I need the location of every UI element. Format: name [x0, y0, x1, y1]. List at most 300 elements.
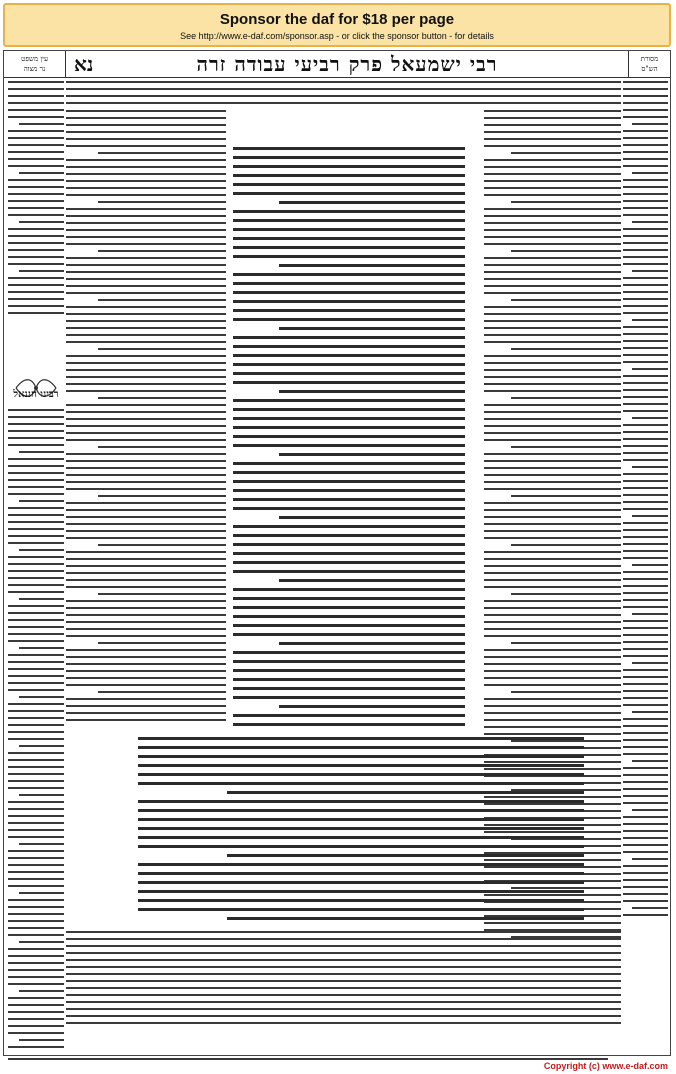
text-line	[66, 383, 226, 385]
text-line	[484, 404, 621, 406]
text-line	[233, 597, 465, 600]
text-line	[623, 144, 668, 146]
text-line	[8, 291, 64, 293]
text-line	[8, 458, 64, 460]
text-line	[484, 327, 621, 329]
text-line	[233, 255, 465, 258]
text-line	[484, 383, 621, 385]
masoret-hashas-column	[623, 81, 668, 1041]
text-line	[623, 704, 668, 706]
text-line	[66, 516, 226, 518]
text-line	[233, 678, 465, 681]
text-line	[623, 137, 668, 139]
text-line	[98, 446, 226, 448]
text-line	[484, 733, 621, 735]
text-line	[233, 354, 465, 357]
text-line	[66, 102, 621, 104]
text-line	[623, 571, 668, 573]
text-line	[138, 764, 584, 767]
text-line	[66, 474, 226, 476]
text-line	[623, 746, 668, 748]
text-line	[623, 767, 668, 769]
text-line	[233, 471, 465, 474]
text-line	[8, 263, 64, 265]
text-line	[623, 620, 668, 622]
text-line	[279, 579, 465, 582]
text-line	[484, 173, 621, 175]
text-line	[623, 585, 668, 587]
text-line	[279, 453, 465, 456]
text-line	[233, 633, 465, 636]
text-line	[484, 285, 621, 287]
text-line	[8, 913, 64, 915]
text-line	[138, 836, 584, 839]
text-line	[484, 124, 621, 126]
text-line	[8, 668, 64, 670]
text-line	[66, 418, 226, 420]
text-line	[623, 536, 668, 538]
text-line	[233, 426, 465, 429]
text-line	[8, 752, 64, 754]
text-line	[623, 480, 668, 482]
text-line	[623, 795, 668, 797]
text-line	[8, 661, 64, 663]
text-line	[66, 306, 226, 308]
text-line	[233, 246, 465, 249]
text-line	[66, 973, 621, 975]
text-line	[484, 460, 621, 462]
text-line	[484, 313, 621, 315]
text-line	[623, 445, 668, 447]
text-line	[484, 705, 621, 707]
text-line	[8, 193, 64, 195]
text-line	[98, 201, 226, 203]
text-line	[233, 147, 465, 150]
text-line	[233, 480, 465, 483]
text-line	[484, 684, 621, 686]
text-line	[484, 523, 621, 525]
text-line	[623, 774, 668, 776]
text-line	[66, 131, 226, 133]
text-line	[8, 116, 64, 118]
text-line	[8, 158, 64, 160]
text-line	[233, 435, 465, 438]
text-line	[233, 624, 465, 627]
copyright-link[interactable]: Copyright (c) www.e-daf.com	[543, 1061, 668, 1071]
text-line	[484, 537, 621, 539]
text-line	[484, 194, 621, 196]
text-line	[66, 334, 226, 336]
text-line	[8, 186, 64, 188]
text-line	[8, 591, 64, 593]
text-line	[66, 931, 621, 933]
text-line	[623, 256, 668, 258]
text-line	[484, 292, 621, 294]
text-line	[484, 145, 621, 147]
text-line	[8, 423, 64, 425]
text-line	[8, 773, 64, 775]
text-line	[66, 1008, 621, 1010]
text-line	[8, 479, 64, 481]
text-line	[8, 997, 64, 999]
text-line	[233, 417, 465, 420]
text-line	[484, 530, 621, 532]
footer-note	[8, 1058, 608, 1068]
text-line	[511, 642, 621, 644]
text-line	[8, 102, 64, 104]
text-line	[8, 808, 64, 810]
text-line	[484, 656, 621, 658]
text-line	[623, 438, 668, 440]
text-line	[484, 726, 621, 728]
text-line	[484, 586, 621, 588]
text-line	[8, 305, 64, 307]
text-line	[279, 327, 465, 330]
text-line	[8, 969, 64, 971]
text-line	[623, 284, 668, 286]
text-line	[623, 361, 668, 363]
text-line	[233, 273, 465, 276]
text-line	[623, 501, 668, 503]
text-line	[511, 544, 621, 546]
text-line	[8, 444, 64, 446]
text-line	[8, 528, 64, 530]
text-line	[484, 607, 621, 609]
text-line	[623, 816, 668, 818]
text-line	[8, 256, 64, 258]
text-line	[8, 703, 64, 705]
text-line	[8, 249, 64, 251]
text-line	[623, 116, 668, 118]
text-line	[623, 669, 668, 671]
text-line	[8, 976, 64, 978]
page-title: רבי ישמעאל פרק רביעי עבודה זרה	[196, 52, 498, 76]
text-line	[138, 863, 584, 866]
text-line	[233, 381, 465, 384]
text-line	[484, 320, 621, 322]
text-line	[66, 966, 621, 968]
text-line	[19, 123, 64, 125]
text-line	[233, 336, 465, 339]
text-line	[66, 488, 226, 490]
text-line	[623, 151, 668, 153]
text-line	[8, 780, 64, 782]
text-line	[66, 376, 226, 378]
text-line	[484, 215, 621, 217]
text-line	[66, 88, 621, 90]
text-line	[19, 647, 64, 649]
text-line	[8, 682, 64, 684]
text-line	[484, 369, 621, 371]
text-line	[233, 318, 465, 321]
text-line	[66, 390, 226, 392]
text-line	[98, 299, 226, 301]
text-line	[8, 633, 64, 635]
text-line	[623, 893, 668, 895]
text-line	[623, 109, 668, 111]
text-line	[66, 124, 226, 126]
text-line	[632, 319, 668, 321]
text-line	[66, 95, 621, 97]
text-line	[623, 781, 668, 783]
text-line	[623, 550, 668, 552]
text-line	[8, 878, 64, 880]
top-commentary-block	[66, 81, 621, 107]
text-line	[8, 710, 64, 712]
text-line	[484, 376, 621, 378]
text-line	[8, 179, 64, 181]
text-line	[623, 291, 668, 293]
text-line	[66, 698, 226, 700]
text-line	[233, 696, 465, 699]
text-line	[484, 635, 621, 637]
gemara-main-text-lower	[138, 737, 584, 927]
text-line	[66, 110, 226, 112]
text-line	[233, 669, 465, 672]
text-line	[8, 731, 64, 733]
text-line	[233, 399, 465, 402]
text-line	[66, 621, 226, 623]
sponsor-banner-subtitle[interactable]: See http://www.e-daf.com/sponsor.asp - or click the sponsor button - for details	[180, 31, 494, 41]
text-line	[623, 522, 668, 524]
text-line	[138, 899, 584, 902]
text-line	[66, 117, 226, 119]
text-line	[623, 179, 668, 181]
text-line	[66, 980, 621, 982]
text-line	[66, 537, 226, 539]
text-line	[227, 917, 584, 920]
text-line	[233, 714, 465, 717]
text-line	[623, 753, 668, 755]
text-line	[66, 453, 226, 455]
text-line	[484, 334, 621, 336]
text-line	[233, 183, 465, 186]
text-line	[8, 228, 64, 230]
text-line	[484, 271, 621, 273]
text-line	[623, 431, 668, 433]
text-line	[8, 242, 64, 244]
text-line	[484, 264, 621, 266]
text-line	[66, 271, 226, 273]
text-line	[19, 794, 64, 796]
text-line	[484, 649, 621, 651]
text-line	[632, 123, 668, 125]
text-line	[484, 719, 621, 721]
text-line	[623, 207, 668, 209]
text-line	[279, 516, 465, 519]
text-line	[66, 502, 226, 504]
text-line	[66, 264, 226, 266]
text-line	[623, 529, 668, 531]
text-line	[484, 712, 621, 714]
text-line	[484, 551, 621, 553]
text-line	[233, 561, 465, 564]
text-line	[66, 600, 226, 602]
text-line	[233, 291, 465, 294]
text-line	[98, 152, 226, 154]
text-line	[66, 994, 621, 996]
text-line	[66, 705, 226, 707]
text-line	[138, 809, 584, 812]
text-line	[233, 462, 465, 465]
text-line	[632, 711, 668, 713]
text-line	[623, 543, 668, 545]
text-line	[632, 368, 668, 370]
text-line	[66, 670, 226, 672]
text-line	[484, 698, 621, 700]
text-line	[66, 987, 621, 989]
text-line	[66, 243, 226, 245]
text-line	[66, 460, 226, 462]
text-line	[66, 712, 226, 714]
ein-mishpat-column	[8, 81, 64, 371]
text-line	[623, 165, 668, 167]
text-line	[632, 172, 668, 174]
text-line	[484, 236, 621, 238]
text-line	[8, 1025, 64, 1027]
text-line	[632, 515, 668, 517]
text-line	[19, 696, 64, 698]
text-line	[8, 906, 64, 908]
text-line	[632, 858, 668, 860]
text-line	[8, 822, 64, 824]
text-line	[19, 221, 64, 223]
text-line	[66, 278, 226, 280]
text-line	[233, 345, 465, 348]
text-line	[233, 444, 465, 447]
text-line	[233, 363, 465, 366]
text-line	[511, 152, 621, 154]
text-line	[8, 507, 64, 509]
text-line	[8, 298, 64, 300]
text-line	[484, 138, 621, 140]
text-line	[8, 738, 64, 740]
text-line	[279, 201, 465, 204]
rabbeinu-chananel-column	[8, 409, 64, 1049]
text-line	[233, 156, 465, 159]
text-line	[484, 579, 621, 581]
text-line	[484, 670, 621, 672]
text-line	[484, 453, 621, 455]
text-line	[623, 81, 668, 83]
text-line	[233, 615, 465, 618]
text-line	[623, 403, 668, 405]
text-line	[233, 192, 465, 195]
tosafot-commentary-lower	[66, 931, 621, 1026]
text-line	[484, 355, 621, 357]
text-line	[138, 773, 584, 776]
text-line	[484, 432, 621, 434]
text-line	[623, 739, 668, 741]
text-line	[66, 1015, 621, 1017]
text-line	[66, 607, 226, 609]
text-line	[66, 355, 226, 357]
text-line	[138, 755, 584, 758]
text-line	[66, 952, 621, 954]
text-line	[623, 214, 668, 216]
text-line	[484, 117, 621, 119]
text-line	[66, 138, 226, 140]
text-line	[484, 425, 621, 427]
sponsor-banner[interactable]	[3, 3, 671, 47]
sponsor-banner-title: Sponsor the daf for $18 per page	[219, 11, 455, 28]
text-line	[233, 723, 465, 726]
text-line	[484, 411, 621, 413]
text-line	[66, 1001, 621, 1003]
text-line	[19, 172, 64, 174]
text-line	[8, 514, 64, 516]
text-line	[623, 305, 668, 307]
text-line	[8, 437, 64, 439]
text-line	[8, 612, 64, 614]
text-line	[138, 782, 584, 785]
text-line	[623, 732, 668, 734]
text-line	[623, 158, 668, 160]
text-line	[66, 649, 226, 651]
text-line	[19, 745, 64, 747]
text-line	[623, 592, 668, 594]
text-line	[138, 746, 584, 749]
text-line	[623, 830, 668, 832]
text-line	[623, 578, 668, 580]
text-line	[19, 598, 64, 600]
text-line	[138, 890, 584, 893]
text-line	[138, 881, 584, 884]
ein-mishpat-header: עין משפט נר מצוה	[4, 51, 66, 77]
text-line	[8, 577, 64, 579]
text-line	[66, 959, 621, 961]
text-line	[66, 257, 226, 259]
text-line	[8, 409, 64, 411]
text-line	[66, 341, 226, 343]
text-line	[8, 151, 64, 153]
text-line	[8, 207, 64, 209]
text-line	[8, 130, 64, 132]
text-line	[511, 299, 621, 301]
text-line	[623, 802, 668, 804]
text-line	[623, 242, 668, 244]
text-line	[138, 818, 584, 821]
text-line	[623, 459, 668, 461]
text-line	[484, 362, 621, 364]
text-line	[484, 621, 621, 623]
text-line	[233, 165, 465, 168]
text-line	[8, 493, 64, 495]
text-line	[632, 221, 668, 223]
text-line	[511, 348, 621, 350]
text-line	[233, 498, 465, 501]
text-line	[138, 908, 584, 911]
text-line	[66, 586, 226, 588]
text-line	[66, 208, 226, 210]
text-line	[98, 642, 226, 644]
text-line	[138, 845, 584, 848]
text-line	[233, 507, 465, 510]
text-line	[8, 1032, 64, 1034]
text-line	[632, 270, 668, 272]
text-line	[66, 684, 226, 686]
text-line	[279, 642, 465, 645]
tosafot-commentary-column	[66, 110, 226, 730]
text-line	[623, 95, 668, 97]
text-line	[66, 938, 621, 940]
text-line	[8, 787, 64, 789]
text-line	[66, 229, 226, 231]
text-line	[66, 313, 226, 315]
text-line	[66, 145, 226, 147]
text-line	[623, 599, 668, 601]
text-line	[8, 654, 64, 656]
